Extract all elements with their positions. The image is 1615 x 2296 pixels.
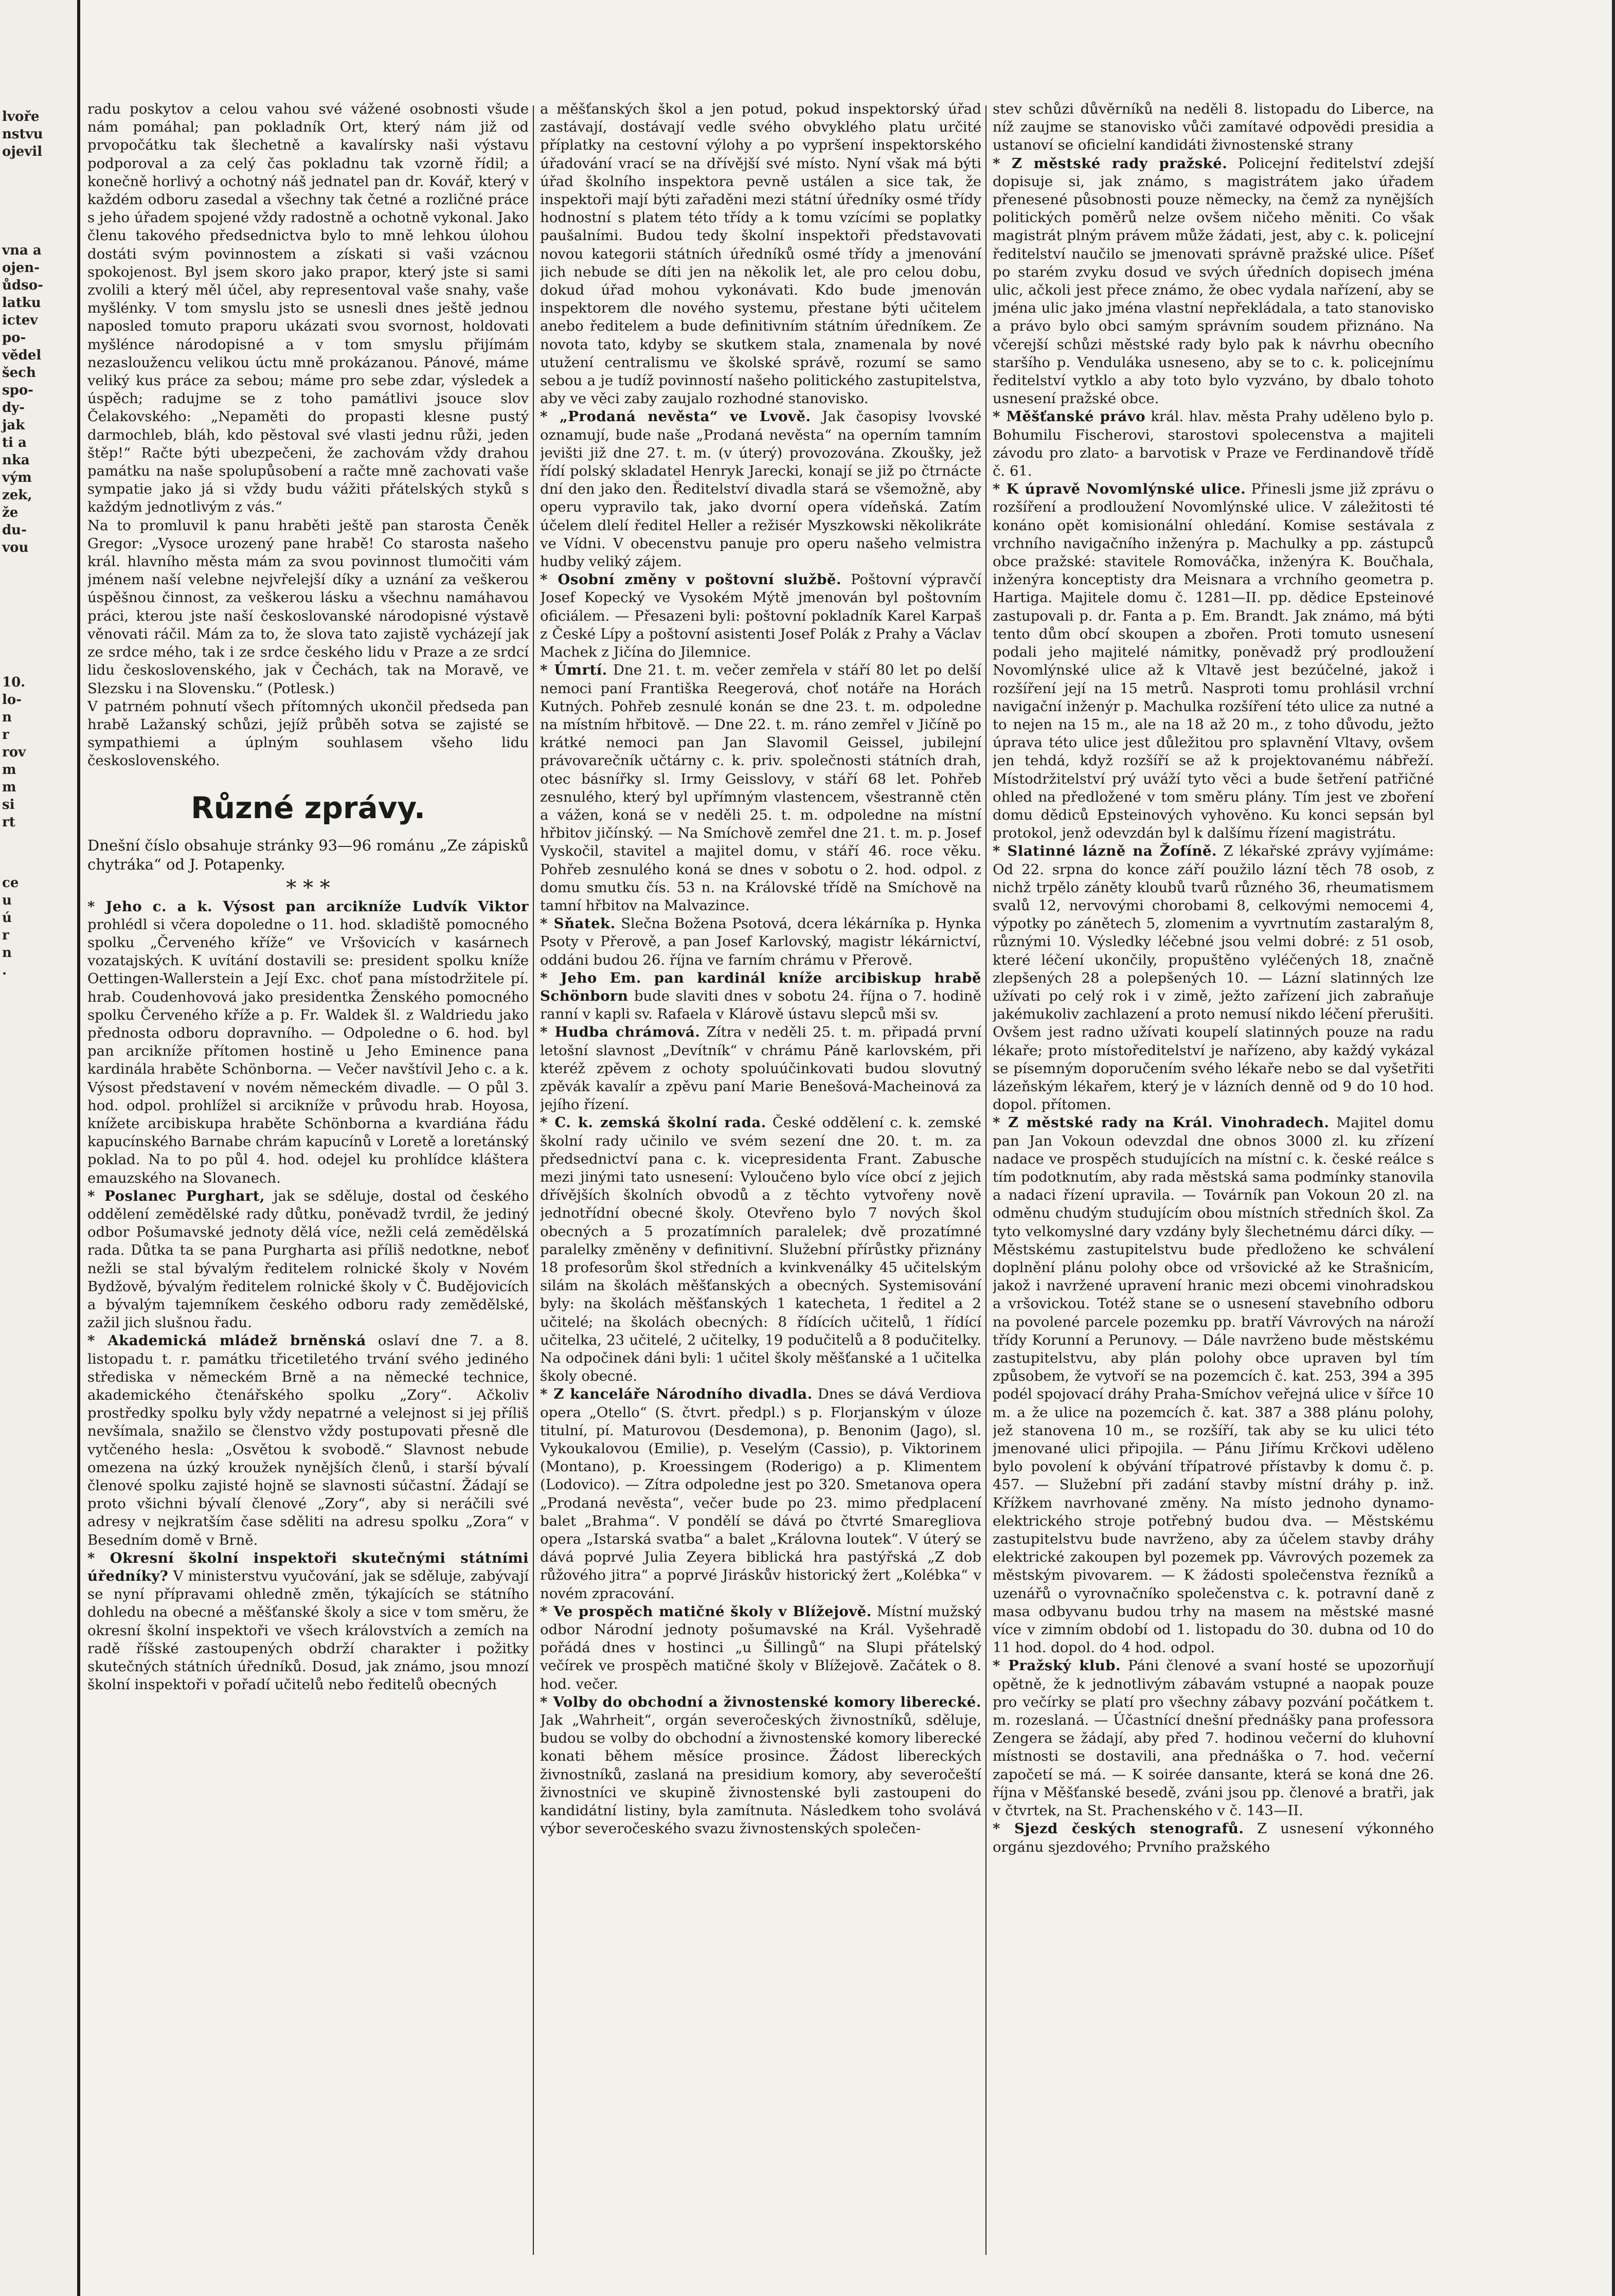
column-rule xyxy=(533,105,534,2255)
news-item: * C. k. zemská školní rada. České oddělení c. k. zemské školní rady učinilo ve svém sezení dne 20. t. m. za předsednictví pana c. k. vicepresidenta Frant. Zabusche mezi jinými tato usnesení: Vyloučeno bylo více obcí z jejich dřívějších školních obvodů a z těchto vytvořeny nově jednotřídní obecné školy. Otevřeno bylo 7 nových škol obecných a 5 prozatímních paralelek; dvě prozatímné paralelky změněny v definitivní. Služební přírůstky přiznány 18 profesorům škol středních a kvinkvenálky 45 učitelským silám na školách měšťanských a obecných. Systemisování byly: na školách měšťanských 1 katecheta, 1 ředitel a 2 učitelé; na školách obecných: 8 řídících učitelů, 1 řídící učitelka, 23 učitelé, 2 učitelky, 19 podučitelů a 8 podučitelky. Na odpočinek dáni byli: 1 učitel školy měšťanské a 1 učitelka školy obecné. xyxy=(540,1114,981,1385)
separator-stars: * * * xyxy=(286,876,330,900)
left-neighbor-page-strip xyxy=(0,0,80,2296)
news-item: * Úmrtí. Dne 21. t. m. večer zemřela v stáří 80 let po delší nemoci paní Františka Reegerová, choť notáře na Horách Kutných. Pohřeb zesnulé konán se dne 23. t. m. odpoledne na místním hřbitově. — Dne 22. t. m. ráno zemřel v Jičíně po krátké nemoci pan Jan Slavomil Geissel, jubilejní právovarečník učtárny c. k. priv. společnosti státních drah, otec básnířky sl. Irmy Geisslovy, v stáří 68 let. Pohřeb zesnulého, který byl upřímným vlastencem, všestranně ctěn a vážen, koná se v neděli 25. t. m. odpoledne na místní hřbitov jičínský. — Na Smíchově zemřel dne 21. t. m. p. Josef Vyskočil, stavitel a majitel domu, v stáří 46. roce věku. Pohřeb zesnulého koná se dnes v sobotu o 2. hod. odpol. z domu smutku čís. 53 n. na Královské třídě na Smíchově na tamní hřbitov na Malvazince. xyxy=(540,662,981,914)
news-item: * Jeho c. a k. Výsost pan arcikníže Ludvík Viktor prohlédl si včera dopoledne o 11. hod. skladiště pomocného spolku „Červeného kříže“ ve Vršovicích v kasárnech vozatajských. K uvítání dostavili se: president spolku kníže Oettingen-Wallerstein a Její Exc. choť pana místodržitele pí. hrab. Coudenhovová jako presidentka Ženského pomocného spolku Červeného kříže a p. Fr. Waldek šl. z Waldriedu jako přednosta odboru dopravního. — Odpoledne o 6. hod. byl pan arcikníže přítomen hostině u Jeho Eminence pana kardinála hraběte Schönborna. — Večer navštívil Jeho c. a k. Výsost představení v novém německém divadle. — O půl 3. hod. odpol. prohlížel si arcikníže v průvodu hrab. Hoyosa, knížete arcibiskupa hraběte Schönborna a kvardiána řádu kapucínského Barnabe chrám kapucínů v Loretě a loretánský poklad. Na to po půl 4. hod. odejel ku prohlídce kláštera emauzského na Slovanech. xyxy=(87,898,529,1186)
novel-notice: Dnešní číslo obsahuje stránky 93—96 románu „Ze zápisků chytráka“ od J. Potapenky. xyxy=(87,836,529,873)
news-item: * Z městské rady pražské. Policejní ředitelství zdejší dopisuje si, jak známo, s magistrátem jako úřadem přenesené působnosti pouze německy, na čemž za nynějších politických poměrů nelze ovšem ničeho měniti. Co však magistrát plným právem může žádati, jest, aby c. k. policejní ředitelství naučilo se jmenovati správně pražské ulice. Píšeť po starém zvyku dosud ve svých úředních dopisech jména ulic, ačkoli jest přece známo, že obec vydala nařízení, aby se jména ulic jako jména vlastní nepřekládala, a tato stanovisko a právo bylo obci samým správním soudem přiznáno. Na včerejší schůzi městské rady bylo pak k návrhu obecního staršího p. Vendulákа usneseno, aby se to c. k. policejnímu ředitelství vytklo a aby toto bylo vyzváno, by dbalo tohoto usnesení pražské obce. xyxy=(993,155,1434,407)
news-item: * Sňatek. Slečna Božena Psotová, dcera lékárníka p. Hynka Psoty v Přerově, a pan Josef Karlovský, magistr lékárnictví, oddáni budou 26. října ve farním chrámu v Přerově. xyxy=(540,915,981,968)
section-heading: Různé zprávy. xyxy=(191,790,425,825)
news-item: * „Prodaná nevěsta“ ve Lvově. Jak časopisy lvovské oznamují, bude naše „Prodaná nevěsta“ na operním tamním jevišti již dne 27. t. m. (v úterý) provozována. Zkoušky, jež řídí polský skladatel Henryk Jarecki, konají se již po čtrnácte dní den jako den. Ředitelství divadla stará se všemožně, aby operu vypravilo tak, jako dvorní opera vídeňská. Zatím účelem dlelí ředitel Heller a režisér Myszkowski několikráte ve Vídni. V obecenstvu panuje pro operu našeho velmistra hudby veliký zájem. xyxy=(540,408,981,570)
news-item: * Pražský klub. Páni členové a svaní hosté se upozorňují opětně, že k jednotlivým zábavám vstupné a naopak pouze pro večírky se platí pro všechny zábavy pozvání počátkem t. m. rozeslaná. — Účastnící dnešní přednášky pana professora Zengera se žádají, aby před 7. hodinou večerní do kluhovní místnosti se dostavili, ana přednáška o 7. hod. večerní započetí se má. — K soirée dansante, která se koná dne 26. října v Měšťanské besedě, zváni jsou pp. členové a bratři, jak v čtvrtek, na St. Prachenského v č. 143—II. xyxy=(993,1657,1434,1819)
column-rule xyxy=(985,105,986,2255)
news-item: * Z kanceláře Národního divadla. Dnes se dává Verdiova opera „Otello“ (S. čtvrt. předpl.) s p. Florjanským v úloze titulní, pí. Maturovou (Desdemona), p. Benonim (Jago), sl. Vykoukalovou (Emilie), p. Veselým (Cassio), p. Viktorinem (Montano), p. Kroessingem (Roderigo) a p. Klimentem (Lodovico). — Zítra odpoledne jest po 320. Smetanova opera „Prodaná nevěsta“, večer bude po 23. mimo předplacení balet „Brahma“. V pondělí se dává po čtvrté Smaregliova opera „Istarská svatba“ a balet „Královna loutek“. V úterý se dává poprvé Julia Zeyera biblická hra pastýřská „Z dob růžového jitra“ a poprvé Jiráskův historický žert „Kolébka“ v novém zpracování. xyxy=(540,1386,981,1602)
news-item: * Měšťanské právo král. hlav. města Prahy uděleno bylo p. Bohumilu Fischerovi, starostovi spolecenstva a majiteli závodu pro zlato- a barvotisk v Praze ve Ferdinandově třídě č. 61. xyxy=(993,408,1434,480)
right-page-edge xyxy=(1612,0,1615,2296)
news-item: * Sjezd českých stenografů. Z usnesení výkonného orgánu sjezdového; Prvního pražského xyxy=(993,1820,1434,1855)
news-item: * Hudba chrámová. Zítra v neděli 25. t. m. připadá první letošní slavnost „Devítník“ v chrámu Páně karlovském, při kteréž zpěvem z ochoty spoluúčinkovati budou slovutný zpěvák kavalír a zpěvu paní Marie Benešová-Macheinová za jejího řízení. xyxy=(540,1024,981,1113)
news-item: * Jeho Em. pan kardinál kníže arcibiskup hrabě Schönborn bude slaviti dnes v sobotu 24. října o 7. hodině ranní v kapli sv. Rafaela v Klárově ústavu slepců mši sv. xyxy=(540,969,981,1023)
column-1 xyxy=(87,100,529,2260)
news-item: stev schůzi důvěrníků na neděli 8. listopadu do Liberce, na níž zaujme se stanovisko vůči zamítavé odpovědi presidia a ustanoví se oficielní kandidáti živnostenské strany xyxy=(993,101,1434,154)
column-2 xyxy=(540,100,981,2260)
article-paragraph: radu poskytov a celou vahou své vážené osobnosti všude nám pomáhal; pan pokladník Ort, který nám již od prvopočátku tak šlechetně a kavalírsky naši výstavu podporoval a za celý čas pokladnu tak vzorně řídil; a konečně horlivý a ochotný náš jednatel pan dr. Kovář, který v každém odboru zasedal a všechny tak četné a rozličné práce s jeho úřadem spojené vždy radostně a ochotně vykonal. Jako členu takového předsednictva bylo to mně lehkou úlohou dostáti svým povinnostem a získati si vaši vzácnou spokojenost. Byl jsem skoro jako prapor, který jste si sami zvolili a který měl účel, aby representoval vaše snahy, vaše myšlénky. V tom smyslu jsto se usnesli dnes ještě jednou naposled tomuto praporu ukázati svou svornost, holdovati myšlénce národopisné a v tom smyslu přijímám nezasloužencu velikou úctu mně prokázanou. Pánové, máme veliký kus práce za sebou; máme pro sebe zdar, výsledek a úspěch; radujme se z toho památlivi jsouce slov Čelakovského: „Nepaměti do propasti klesne pustý darmochleb, bláh, kdo pěstoval své vlasti jednu růži, jeden štěp!“ Račte býti ubezpečeni, že zachovám vždy drahou památku na naše spolupůsobení a račte mně zachovati vaše sympatie jako já si vždy budu vážiti přátelských styků s každým jednotlivým z vás.“ xyxy=(87,101,529,516)
news-item: * Z městské rady na Král. Vinohradech. Majitel domu pan Jan Vokoun odevzdal dne obnos 3000 zl. ku zřízení nadace ve prospěch studujících na místní c. k. české reálce s tím podotknutím, aby rada městská sama podmínky stanovila a nadaci řízení upravila. — Továrník pan Vokoun 20 zl. na odměnu chudým studujícím obou místních středních škol. Za tyto velkomyslné dary vzdány byly šlechetnému dárci díky. — Městskému zastupitelstvu bude předloženo ke schválení doplnění plánu polohy obce od vršovické až ke Strašnicím, jakož i navržené upravení hranic mezi obcemi vinohradskou a vršovickou. Totéž stane se o usnesení stavebního odboru na povolené parcele pozemku pp. bratří Vávrových na nároží třídy Korunní a Perunovy. — Dále navrženo bude městskému zastupitelstvu, aby plán polohy obce upraven byl tím způsobem, že vytvoří se na pozemcích č. kat. 253, 394 a 395 podél spojovací dráhy Praha-Smíchov veřejná ulice v šířce 10 m. a že ulice na pozemcích č. kat. 387 a 388 plánu polohy, jež stanovena 10 m., se rozšíří, tak aby se ku ulici této jmenované ulici připojila. — Pánu Jiřímu Krčkovi uděleno bylo povolení k obývání třípatrové přístavby k domu č. p. 457. — Služební při zadání stavby místní dráhy p. inž. Křížkem navrhované změny. Na místo jednoho dynamo-elektrického stroje potřebný budou dva. — Městskému zastupitelstvu bude navrženo, aby za účelem stavby dráhy elektrické zakoupen byl pozemek pp. Vávrových pozemek za městským pivovarem. — K žádosti společenstva řezníků a uzenářů o vyrovnačníko společenstva c. k. potravní daně z masa odbyvanu budou trhy na masem na městské masné více v zimním období od 1. listopadu do 30. dubna od 10 do 11 hod. dopol. do 4 hod. odpol. xyxy=(993,1114,1434,1656)
news-item: * Poslanec Purghart, jak se sděluje, dostal od českého oddělení zemědělské rady důtku, poněvadž tvrdil, že jediný odbor Pošumavské jednoty dělá více, nežli celá zemědělská rada. Důtka ta se pana Purgharta asi příliš nedotkne, neboť nežli se stal bývalým ředitelem rolnické školy v Novém Bydžově, bývalým ředitelem rolnické školy v Č. Budějovicích a bývalým tajemníkem českého odboru rady zemědělské, zažil jich slušnou řadu. xyxy=(87,1187,529,1331)
page-edge-shadow xyxy=(77,0,80,2296)
news-item: * K úpravě Novomlýnské ulice. Přinesli jsme již zprávu o rozšíření a prodloužení Novomlýnské ulice. V záležitosti té konáno opět komisionální ohledání. Komise sestávala z vrchního navigačního inženýra p. Machulky a pp. zástupců obce pražské: stavitele Romováčka, inženýra K. Boučhala, inženýra konceptisty dra Meisnara a vrchního geometra p. Hartiga. Majitele domu č. 1281—II. pp. dědice Epsteinové zastupovali p. dr. Fanta a p. Em. Brandt. Jak známo, má býti tento dům obcí skoupen a zbořen. Proti tomuto usnesení podali jeho majitelé námitky, poněvadž prý prodloužení Novomlýnské ulice až k Vltavě jest bezúčelné, jakož i rozšíření její na 15 metrů. Nasproti tomu prohlásil vrchní navigační inženýr p. Machulka rozšíření této ulice za nutné a to nejen na 15 m., ale na 18 až 20 m., z toho důvodu, ježto úprava této ulice jest důležitou pro splavnění Vltavy, ovšem jen tehdá, když rozšíří se až k projektovanému nábřeží. Místodržitelství prý uváží tyto věci a bude šetření patřičné ohled na předložené v tom směru plány. Tím jest ve zboření domu dědiců Epsteinových vyhověno. Ku konci sepsán byl protokol, jenž odevzdán byl k dalšímu řízení magistrátu. xyxy=(993,481,1434,842)
article-paragraph: V patrném pohnutí všech přítomných ukončil předseda pan hrabě Lažanský schůzi, jejíž průběh sotva se zajisté se sympathiemi a úplným souhlasem všeho lidu československého. xyxy=(87,698,529,769)
news-item: a měšťanských škol a jen potud, pokud inspektorský úřad zastávají, dostávají vedle svého obvyklého platu určité příplatky na cestovní výlohy a po vypršení inspektorského úřadování vrací se na dřívější své místo. Nyní však má býti úřad školního inspektora pevně ustálen a sice tak, že inspektoři mají býti zařaděni mezi státní úředníky osmé třídy hodnostní s platem této třídy a k tomu vzícími se poplatky paušalními. Budou tedy školní inspektoři představovati novou kategorii státních úředníků osmé třídy a jmenování jich nebude se díti jen na několik let, ale pro celou dobu, dokud úřad mohou vykonávati. Kdo bude jmenován inspektorem dle nového systemu, přestane býti učitelem anebo ředitelem a bude definitivním státním úředníkem. Ze novota tato, kdyby se skutkem stala, znamenala by nové utužení centralismu ve školské správě, rozumí se samo sebou a je tudíž povinností našeho politického zastupitelstva, aby ve věci zaby zaujalo rozhodné stanovisko. xyxy=(540,101,981,407)
news-item: * Akademická mládež brněnská oslaví dne 7. a 8. listopadu t. r. památku třicetiletého trvání svého jediného střediska v německém Brně a na německé technice, akademického čtenářského spolku „Zory“. Ačkoliv prostředky spolku byly vždy nepatrné a velejnost si jej příliš nevšímala, snažilo se členstvo vždy postupovati přesně dle vytčeného hesla: „Osvětou k svobodě.“ Slavnost nebude omezena na úzký kroužek nynějších členů, i starší bývalí členové spolku zajisté hojně se slavnosti súčastní. Žádají se proto všichni bývalí členové „Zory“, aby si neráčili své adresy v nejkratším čase sděliti na adresu spolku „Zora“ v Besedním domě v Brně. xyxy=(87,1332,529,1548)
margin-fragment: 10. lo- n r rov m m si rt xyxy=(2,675,26,830)
article-paragraph: Na to promluvil k panu hraběti ještě pan starosta Čeněk Gregor: „Vysoce urozený pane hrabě! Co starosta našeho král. hlavního města mám za svou povinnost tlumočiti vám jménem naší velebne nejvřelejší díky a uznání za veškerou úspěšnou činnost, za veškerou lásku a všechnu namáhavou práci, kterou jste naší českoslovanské národopisné výstavě věnovati ráčil. Mám za to, že slova tato zajistě vycházejí jak ze srdce mého, tak i ze srdce českého lidu v Praze a ze srdcí lidu československého, jak v Čechách, tak na Moravě, ve Slezsku i na Slovensku.“ (Potlesk.) xyxy=(87,517,529,697)
news-item: * Volby do obchodní a živnostenské komory liberecké. Jak „Wahrheit“, orgán severočeských živnostníků, sděluje, budou se volby do obchodní a živnostenské komory liberecké konati během měsíce prosince. Žádost libereckých živnostníků, zaslaná na presidium komory, aby severočeští živnostníci ve skupině živnostenské byli zastoupeni do kandidátní listiny, byla zamítnuta. Následkem toho svolává výbor severočeského svazu živnostenských společen- xyxy=(540,1693,981,1837)
newspaper-page xyxy=(87,100,1476,2260)
news-item: * Osobní změny v poštovní službě. Poštovní výpravčí Josef Kopecký ve Vysokém Mýtě jmenován byl poštovním oficiálem. — Přesazeni byli: poštovní pokladník Karel Karpaš z České Lípy a poštovní asistenti Josef Polák z Prahy a Václav Machek z Jičína do Jilemnice. xyxy=(540,571,981,661)
margin-fragment: vna a ojen- ůdso- latku ictev po- vědel šech spo- dy- jak ti a nka vým zek, že du- vou xyxy=(2,243,43,555)
column-3 xyxy=(993,100,1434,2260)
news-item: * Okresní školní inspektoři skutečnými státními úředníky? V ministerstvu vyučování, jak se sděluje, zabývají se nyní přípravami ohledně změn, týkajících se státního dohledu na obecné a měšťanské školy a sice v tom směru, že okresní školní inspektoři ve všech královstvích a zemích na radě říšské zastoupených obdrží charakter i požitky skutečných státních úředníků. Dosud, jak známo, jsou mnozí školní inspektoři v pořadí učitelů nebo ředitelů obecných xyxy=(87,1549,529,1693)
news-item: * Ve prospěch matičné školy v Blížejově. Místní mužský odbor Národní jednoty pošumavské na Král. Vyšehradě pořádá dnes v hostinci „u Šillingů“ na Slupi přátelský večírek ve prospěch matičné školy v Blížejově. Začátek o 8. hod. večer. xyxy=(540,1603,981,1692)
margin-fragment: lvoře nstvu ojevil xyxy=(2,109,43,159)
news-item: * Slatinné lázně na Žofíně. Z lékařské zprávy vyjímáme: Od 22. srpna do konce září použilo lázní těch 78 osob, z nichž trpělo záněty kloubů tvarů různého 36, rheumatismem svalů 12, nervovými chorobami 8, celkovými nemocemi 4, výpotky po zánětech 5, zlomenim a vyvrtnutím zastaralým 8, různými 10. Výsledky léčebné jsou velmi dobré: z 51 osob, které léčení ukončily, propuštěno vyléčených 18, značně zlepšených 28 a polepšených 10. — Lázní slatinných lze užívati po celý rok i v zimě, ježto zařízení jich zabraňuje jakémukoliv zachlazení a proto nemusí nikdo léčení přerušiti. Ovšem jest radno užívati koupelí slatinných pouze na radu lékaře; proto místoředitelství je nařízeno, aby každý vykázal se písemným doporučením svého lékaře nebo se dal vyšetřiti lázeňským lékařem, který je v lázních denně od 9 do 10 hod. dopol. přítomen. xyxy=(993,843,1434,1113)
margin-fragment: ce u ú r n . xyxy=(2,875,19,978)
